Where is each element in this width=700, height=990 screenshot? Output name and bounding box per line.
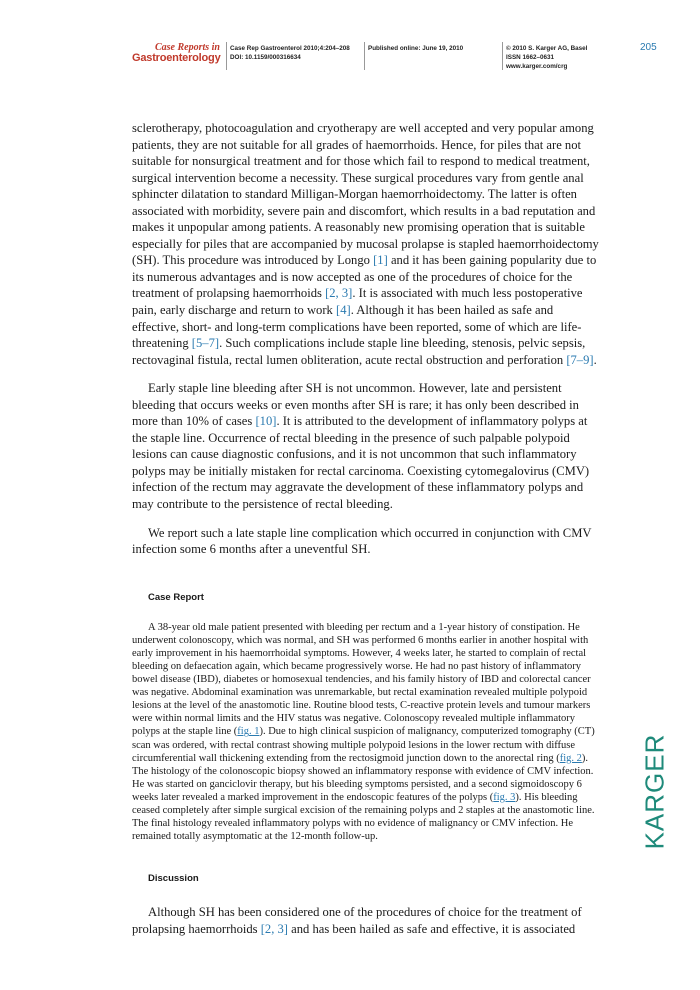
header-divider [502,42,503,70]
paragraph: We report such a late staple line complication which occurred in conjunction with CMV infection some 6 months after a uneventful SH. [132,525,592,557]
case-report-paragraph [132,621,600,844]
text-run: sclerotherapy, photocoagulation and cryotherapy are well accepted and very popular among patients, they are not suitable for all grades of haemorrhoids. Hence, for piles that are not suitable for nonsurgical treatment and for those which fail to respond to medical treatment, surgical intervention become a necessity. These surgical procedures vary from gentle anal sphincter dilatation to standard Milligan-Morgan haemorrhoidectomy. The latter is often associated with morbidity, severe pain and discomfort, which results in a bad reputation and makes it unpopular among patients. A reasonably new promising operation that is suitable especially for piles that are accompanied by mucosal prolapse is stapled haemorrhoidectomy (SH). This procedure was introduced by Longo [132,121,599,268]
text-run: ). The histology of the colonoscopic biopsy showed an inflammatory response with evidence of CMV infection. He was started on ganciclovir therapy, but his bleeding symptoms persisted, and a second sigmoidoscopy 6 weeks later revealed a marked improvement in the endoscopic features of the polyps ( [132,752,594,803]
reference-link[interactable]: [2, 3] [260,921,288,936]
text-run: ). His bleeding ceased completely after simple surgical excision of the remaining polyps and 2 staples at the anastomotic line. The final histology revealed inflammatory polyps with no evidence of malignancy or CMV infection. He remained totally asymptomatic at the 12-month follow-up. [132,791,595,843]
header-divider [364,42,365,70]
text-run: . Although it has been hailed as safe and effective, short- and long-term complications have been reported, some of which are life-threatening [132,303,582,351]
article-body [132,120,600,937]
reference-link[interactable]: [7–9] [566,352,594,367]
journal-logo-line1: Case Reports in [154,42,220,53]
text-run: and it has been gaining popularity due to its numerous advantages and is now accepted as one of the procedures of choice for the treatment of prolapsing haemorrhoids [132,253,597,301]
reference-link[interactable]: [5–7] [191,336,220,351]
reference-link[interactable]: [2, 3] [325,286,353,301]
copyright-line: © 2010 S. Karger AG, Basel [506,45,588,52]
text-run: Although SH has been considered one of the procedures of choice for the treatment of prolapsing haemorrhoids [132,905,582,936]
citation-block [230,44,350,62]
website-link[interactable]: www.karger.com/crg [506,63,568,70]
citation-line: Case Rep Gastroenterol 2010;4:204–208 [230,45,350,52]
text-run: and has been hailed as safe and effective, it is associated [288,921,576,936]
text-run: . It is associated with much less postoperative pain, early discharge and return to work [132,286,583,318]
reference-link[interactable]: [1] [373,253,388,268]
header-divider [226,42,227,70]
figure-link[interactable]: fig. 3 [493,791,516,803]
reference-link[interactable]: [4] [336,303,351,318]
journal-logo [132,42,220,64]
section-heading-case-report: Case Report [148,591,204,603]
issn-line: ISSN 1662–0631 [506,54,554,61]
page-header [0,40,700,80]
publisher-info [506,44,587,71]
reference-link[interactable]: [10] [255,414,277,429]
publisher-logo-text: KARGER [639,733,670,849]
publisher-logo [625,735,685,847]
paragraph [132,120,600,368]
page-number: 205 [640,42,657,53]
doi-line: DOI: 10.1159/000316634 [230,54,301,61]
text-run: ). Due to high clinical suspicion of malignancy, computerized tomography (CT) scan was ordered, with rectal contrast showing multiple polypoid lesions in the lower rectum with diffuse circumferential wall thickening extending from the rectosigmoid junction down to the anorectal ring ( [132,726,595,764]
journal-logo-line2: Gastroenterology [132,52,221,64]
section-heading-discussion: Discussion [148,873,199,885]
discussion-paragraph [132,904,600,937]
text-run: . Such complications include staple line bleeding, stenosis, pelvic sepsis, rectovaginal fistula, rectal lumen obliteration, acute rectal obstruction and perforation [132,336,586,367]
text-run: . It is attributed to the development of inflammatory polyps at the staple line. Occurrence of rectal bleeding in the presence of such palpable polypoid lesions can cause diagnostic confusions, and it is not uncommon that such inflammatory polyps may be initially mistaken for rectal carcinoma. Coexisting cytomegalovirus (CMV) infection of the rectum may aggravate the development of these inflammatory polyps and may contribute to the persistence of rectal bleeding. [132,414,590,512]
published-date: Published online: June 19, 2010 [368,45,464,52]
paragraph [132,380,600,512]
figure-link[interactable]: fig. 1 [237,726,260,738]
figure-link[interactable]: fig. 2 [559,752,582,764]
text-run: . [593,352,597,367]
text-run: A 38-year old male patient presented with bleeding per rectum and a 1-year history of constipation. He underwent colonoscopy, which was normal, and SH was performed 6 months earlier in another hospital with early improvement in his haemorrhoidal symptoms. However, 4 weeks later, he started to complain of rectal bleeding on defaecation again, which became progressively worse. He had no past history of inflammatory bowel disease (IBD), diabetes or homosexual tendencies, and his family history of IBD and colorectal cancer was negative. Abdominal examination was unremarkable, but rectal examination revealed multiple polypoid lesions at the level of the anastomotic line. Routine blood tests, C-reactive protein levels and tumour markers were within normal limits and the HIV status was negative. Colonoscopy revealed multiple inflammatory polyps at the staple line ( [132,621,591,738]
text-run: Early staple line bleeding after SH is not uncommon. However, late and persistent bleeding that occurs weeks or even months after SH is rare; it has only been described in more than 10% of cases [132,381,579,429]
